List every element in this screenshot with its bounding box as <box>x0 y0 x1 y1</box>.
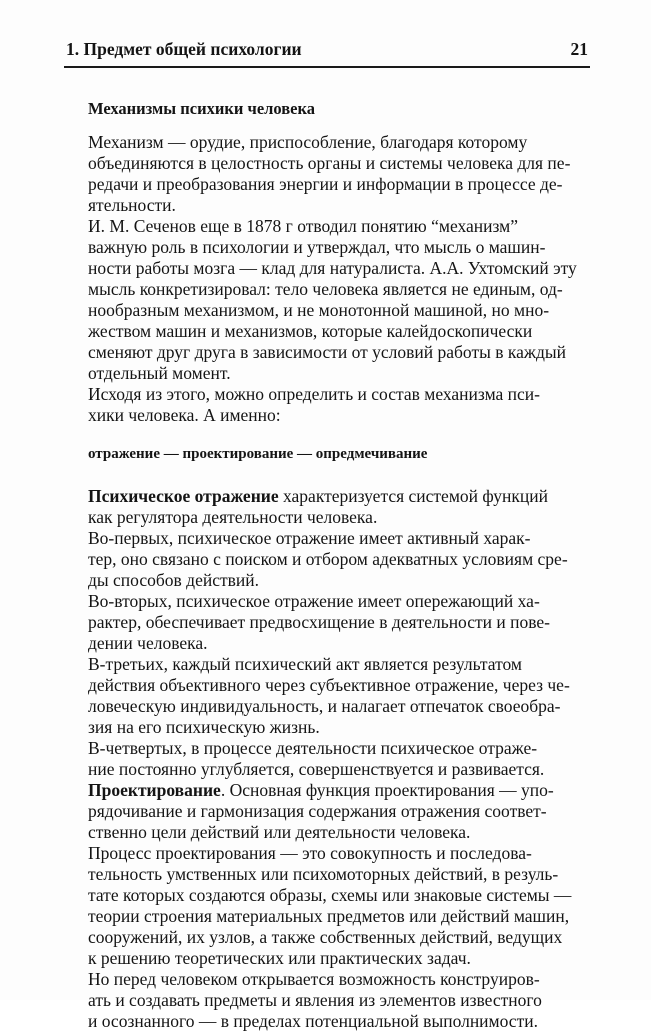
line-text: рядочивание и гармонизация содержания отражения соответ- <box>88 801 547 821</box>
text-line <box>88 1011 588 1032</box>
text-line <box>88 969 588 990</box>
text-line <box>88 927 588 948</box>
text-line <box>88 237 588 258</box>
line-text: отдельный момент. <box>88 363 231 383</box>
line-text: жеством машин и механизмов, которые калейдоскопически <box>88 321 533 341</box>
text-line <box>88 906 588 927</box>
running-header <box>66 38 588 60</box>
text-line <box>88 216 588 237</box>
text-line <box>88 528 588 549</box>
paragraph <box>88 528 588 591</box>
text-line <box>88 843 588 864</box>
text-line <box>88 591 588 612</box>
text-line <box>88 780 588 801</box>
line-text: И. М. Сеченов еще в 1878 г отводил понятию “механизм” <box>88 216 519 236</box>
line-text: тате которых создаются образы, схемы или знаковые системы — <box>88 885 572 905</box>
line-text: Во-вторых, психическое отражение имеет опережающий ха- <box>88 591 540 611</box>
text-line <box>88 321 588 342</box>
line-text: Но перед человеком открывается возможность конструиров- <box>88 969 540 989</box>
text-line <box>88 738 588 759</box>
text-line <box>88 885 588 906</box>
text-line <box>88 654 588 675</box>
text-line <box>88 570 588 591</box>
text-line <box>88 279 588 300</box>
text-line <box>88 948 588 969</box>
paragraph-group-1 <box>88 132 588 426</box>
line-text: мысль конкретизировал: тело человека является не единым, од- <box>88 279 563 299</box>
paragraph <box>88 486 588 528</box>
page-number: 21 <box>570 39 588 59</box>
paragraph <box>88 132 588 216</box>
text-line <box>88 342 588 363</box>
line-text: Исходя из этого, можно определить и состав механизма пси- <box>88 384 540 404</box>
line-text: редачи и преобразования энергии и информации в процессе де- <box>88 174 563 194</box>
page-body <box>88 98 588 1032</box>
paragraph <box>88 969 588 1032</box>
bold-term: Психическое отражение <box>88 486 279 506</box>
line-text: хики человека. А именно: <box>88 405 281 425</box>
paragraph <box>88 591 588 654</box>
text-line <box>88 486 588 507</box>
text-line <box>88 507 588 528</box>
text-line <box>88 633 588 654</box>
line-text: как регулятора деятельности человека. <box>88 507 378 527</box>
line-text: Механизм — орудие, приспособление, благодаря которому <box>88 132 528 152</box>
line-text: зия на его психическую жизнь. <box>88 717 320 737</box>
text-line <box>88 363 588 384</box>
text-line <box>88 195 588 216</box>
line-text: . Основная функция проектирования — упо- <box>220 780 554 800</box>
text-line <box>88 822 588 843</box>
text-line <box>88 153 588 174</box>
running-title: 1. Предмет общей психологии <box>66 39 302 59</box>
line-text: тер, оно связано с поиском и отбором адекватных условиям сре- <box>88 549 568 569</box>
line-text: теории строения материальных предметов или действий машин, <box>88 906 570 926</box>
line-text: Процесс проектирования — это совокупность и последова- <box>88 843 532 863</box>
line-text: сменяют друг друга в зависимости от условий работы в каждый <box>88 342 566 362</box>
line-text: объединяются в целостность органы и системы человека для пе- <box>88 153 571 173</box>
text-line <box>88 990 588 1011</box>
text-line <box>88 549 588 570</box>
line-text: сооружений, их узлов, а также собственных действий, ведущих <box>88 927 563 947</box>
line-text: действия объективного через субъективное отражение, через че- <box>88 675 570 695</box>
line-text: ние постоянно углубляется, совершенствуется и развивается. <box>88 759 545 779</box>
line-text: ловеческую индивидуальность, и налагает отпечаток своеобра- <box>88 696 561 716</box>
mechanism-formula: отражение — проектирование — опредмечивание <box>88 446 428 462</box>
paragraph-group-2 <box>88 486 588 1032</box>
text-line <box>88 132 588 153</box>
line-text: к решению теоретических или практических задач. <box>88 948 471 968</box>
text-line <box>88 174 588 195</box>
line-text: Во-первых, психическое отражение имеет активный харак- <box>88 528 531 548</box>
line-text: и осознанного — в пределах потенциальной выполнимости. <box>88 1011 538 1031</box>
text-line <box>88 612 588 633</box>
line-text: ятельности. <box>88 195 176 215</box>
text-line <box>88 384 588 405</box>
text-line <box>88 405 588 426</box>
text-line <box>88 696 588 717</box>
line-text: нообразным механизмом, и не монотонной машиной, но мно- <box>88 300 550 320</box>
text-line <box>88 801 588 822</box>
line-text: В-четвертых, в процессе деятельности психическое отраже- <box>88 738 538 758</box>
paragraph <box>88 384 588 426</box>
text-line <box>88 675 588 696</box>
line-text: ности работы мозга — клад для натуралиста. А.А. Ухтомский эту <box>88 258 577 278</box>
text-line <box>88 864 588 885</box>
line-text: ать и создавать предметы и явления из элементов известного <box>88 990 542 1010</box>
line-text: В-третьих, каждый психический акт является результатом <box>88 654 522 674</box>
line-text: ды способов действий. <box>88 570 259 590</box>
line-text: важную роль в психологии и утверждал, что мысль о машин- <box>88 237 546 257</box>
paragraph <box>88 216 588 384</box>
line-text: тельность умственных или психомоторных действий, в резуль- <box>88 864 559 884</box>
line-text: дении человека. <box>88 633 208 653</box>
paragraph <box>88 780 588 843</box>
line-text: характеризуется системой функций <box>278 486 549 506</box>
text-line <box>88 258 588 279</box>
bold-term: Проектирование <box>88 780 221 800</box>
header-rule <box>64 66 590 68</box>
text-line <box>88 300 588 321</box>
text-line <box>88 759 588 780</box>
paragraph <box>88 654 588 738</box>
text-line <box>88 717 588 738</box>
line-text: рактер, обеспечивает предвосхищение в деятельности и пове- <box>88 612 551 632</box>
paragraph <box>88 738 588 780</box>
paragraph <box>88 843 588 969</box>
line-text: ственно цели действий или деятельности человека. <box>88 822 471 842</box>
section-title: Механизмы психики человека <box>88 99 315 118</box>
